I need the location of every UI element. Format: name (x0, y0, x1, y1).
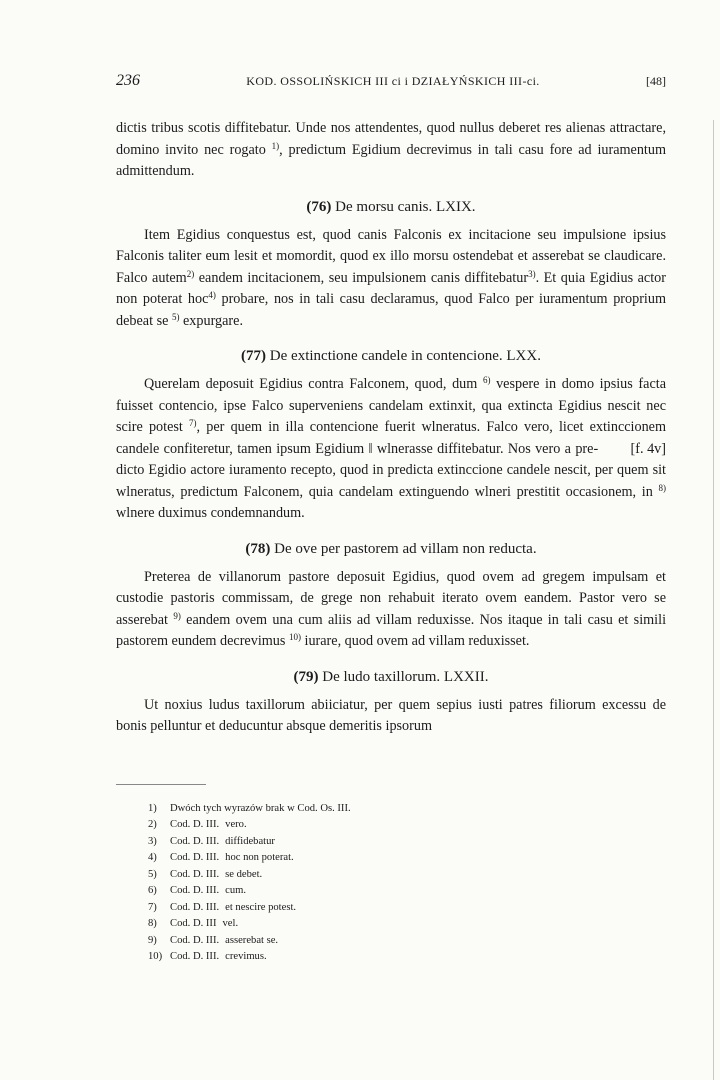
page-edge-line (713, 120, 714, 1080)
section-paragraph-76: Item Egidius conquestus est, quod canis Falconis ex incitacione seu impulsione ipsius Falconis taliter eum lesit et momordit, quod ex illo morsu ostendebat et asserebat se claudicare. Falco autem$^{2)}$ eandem incitacionem, seu impulsionem canis diffitebatur$^{3)}$. Et quia Egidius actor non poterat hoc$^{4)}$ probare, nos in tali casu declaramus, quod Falco per iuramentum proprium debeat se $^{5)}$ expurgare. (116, 226, 666, 329)
section-paragraph-79: Ut noxius ludus taxillorum abiiciatur, per quem sepius iusti patres filiorum excessu de bonis pelluntur et deducuntur absque demeritis ipsorum (116, 696, 666, 734)
footnote-ref-10[interactable]: 10) (288, 632, 301, 642)
header-title: KOD. OSSOLIŃSKICH III ci i DZIAŁYŃSKICH III-ci. (246, 74, 540, 88)
footnote-ref-6[interactable]: 6) (482, 375, 491, 385)
intro-paragraph: dictis tribus scotis diffitebatur. Unde nos attendentes, quod nullus deberet res alienas attractare, domino invito nec rogato $^{1)}$, predictum Egidium decrevimus in tali casu fore ad iuramentum admittendum. (116, 120, 666, 179)
footnote: 2) Cod. D. III. vero. (148, 819, 247, 830)
footnote-ref-8[interactable]: 8) (658, 482, 666, 493)
footnotes (148, 801, 666, 966)
footnote: 1) Dwóch tych wyrazów brak w Cod. Os. III. (148, 802, 351, 814)
section-heading-77: (77) De extinctione candele in contencione. LXX. (241, 348, 541, 364)
footnote: 9) Cod. D. III. asserebat se. (148, 934, 279, 946)
footnote-ref-7[interactable]: 7) (189, 418, 197, 428)
footnote-ref-1[interactable]: 1) (271, 140, 280, 151)
footnote-ref-9[interactable]: 9) (173, 610, 181, 621)
folio-marker: [f. 4v] (630, 440, 667, 457)
footnote: 4) Cod. D. III. hoc non poterat. (148, 852, 294, 863)
footnote-ref-4[interactable]: 4) (208, 290, 216, 300)
running-head (116, 72, 666, 96)
footnote-ref-2[interactable]: 2) (186, 268, 195, 279)
footnote: 3) Cod. D. III. diffidebatur (148, 835, 275, 847)
page-number: 236 (116, 72, 140, 89)
footnote-ref-5[interactable]: 5) (171, 311, 180, 322)
footnote: 10) Cod. D. III. crevimus. (148, 951, 267, 962)
page-body (116, 72, 666, 966)
footnote: 8) Cod. D. III vel. (148, 918, 239, 929)
section-heading-79: (79) De ludo taxillorum. LXXII. (293, 668, 489, 685)
section-heading-76: (76) De morsu canis. LXIX. (306, 198, 476, 215)
header-folio: [48] (646, 74, 666, 88)
footnote-ref-3[interactable]: 3) (528, 268, 536, 279)
footnote: 5) Cod. D. III. se debet. (148, 868, 263, 880)
section-paragraph-78: Preterea de villanorum pastore deposuit Egidius, quod ovem ad gregem impulsam et custodie pastoris commissam, de grege non rehabuit iterato ovem eandem. Pastor vero se asserebat $^{9)}$ eandem ovem una cum aliis ad villam reduxisse. Nos itaque in tali casu et simili pastorem eundem decrevimus $^{10)}$ iurare, quod ovem ad villam reduxisset. (116, 568, 667, 649)
footnote: 6) Cod. D. III. cum. (148, 885, 247, 896)
section-paragraph-77: Querelam deposuit Egidius contra Falconem, quod, dum $^{6)}$ vespere in domo ipsius facta fuisset contencio, ipse Falco superveniens candelam extinxit, qua extincta Egidius nescit nec scire potest $^{7)}$, per quem in illa contencione fuerit wlneratus. Falco vero, licet extinccionem candele confiteretur, tamen ipsum Egidium ‖ wlnerasse diffitebatur. Nos vero a pre- [f. 4v] dicto Egidio actore iuramento recepto, quod in predicta extinccione candele nescit, per quem sit wlneratus, predictum Falconem, quia candelam extinguendo wlneri prestitit occasionem, in $^{8)}$ wlnere duximus condemnandum. (116, 375, 667, 521)
section-heading-78: (78) De ove per pastorem ad villam non reducta. (245, 540, 537, 557)
footnote-rule (116, 784, 206, 785)
footnote: 7) Cod. D. III. et nescire potest. (148, 901, 297, 913)
